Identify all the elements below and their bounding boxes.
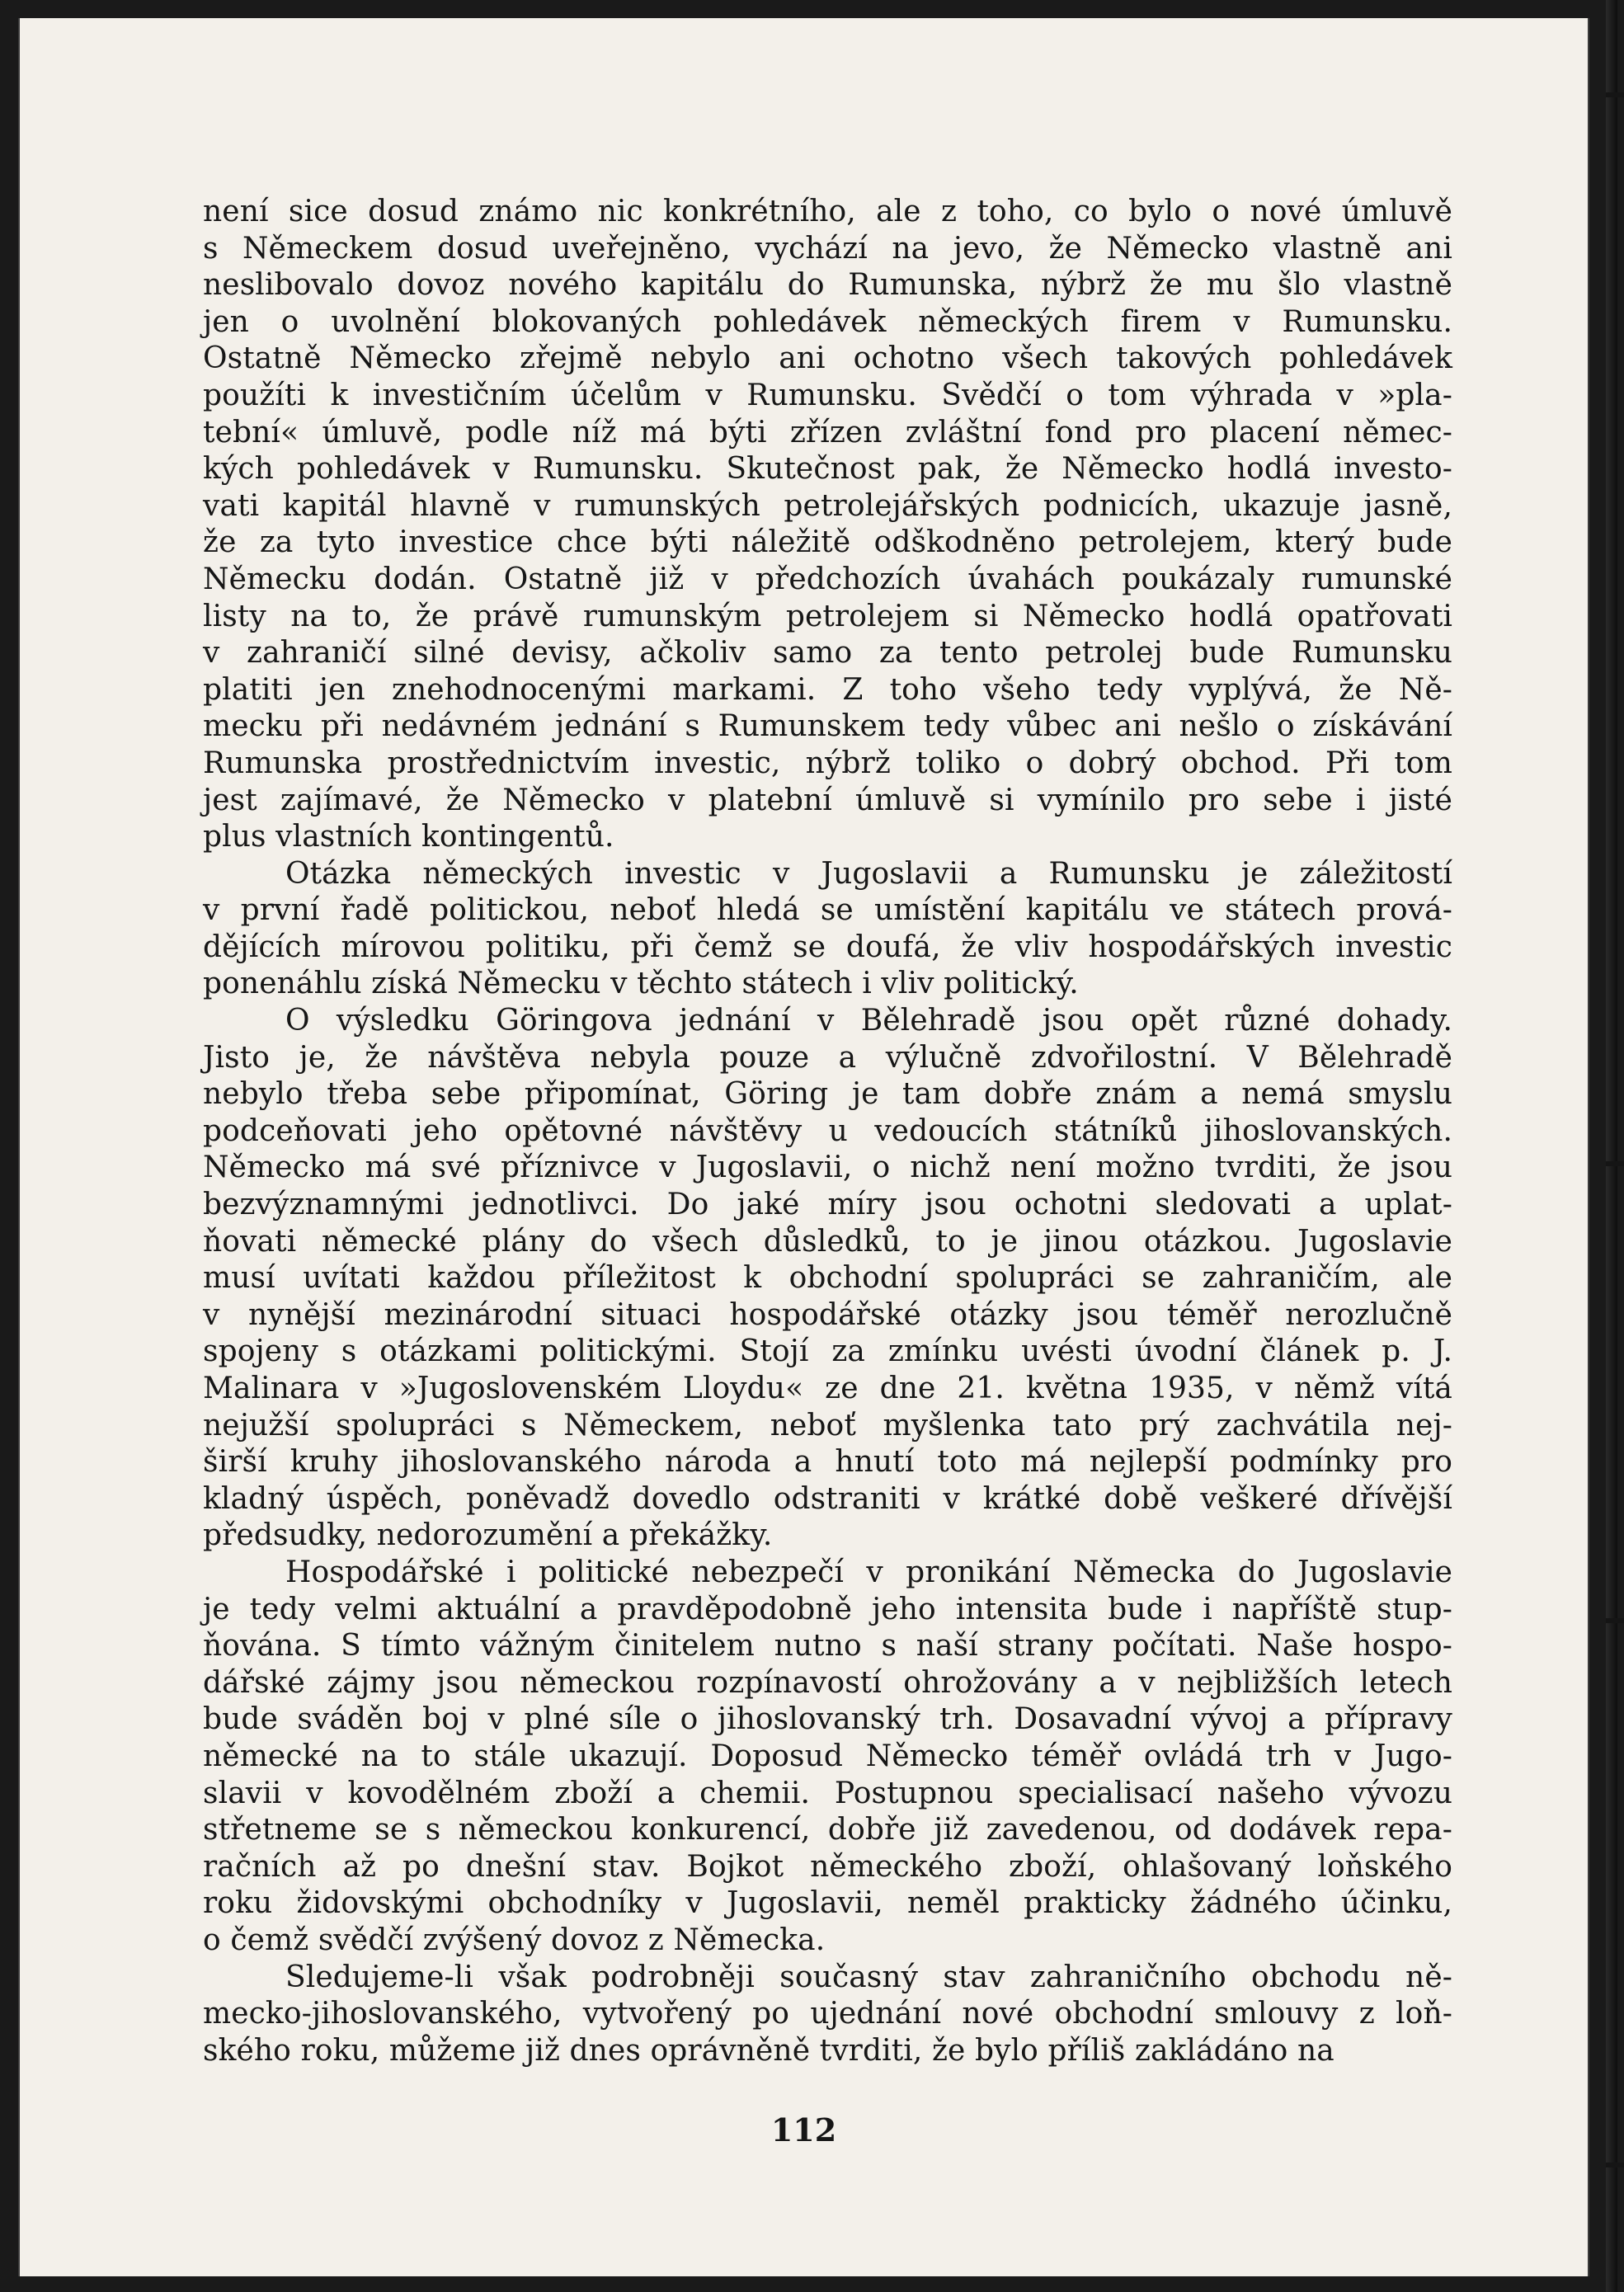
text-line: vati kapitál hlavně v rumunských petrolejářských podnicích, ukazuje jasně, (203, 488, 1452, 523)
text-line: s Německem dosud uveřejněno, vychází na jevo, že Německo vlastně ani (203, 231, 1452, 266)
text-line: kých pohledávek v Rumunsku. Skutečnost pak, že Německo hodlá investo- (203, 452, 1452, 487)
paragraph (203, 856, 1452, 1003)
text-line: jen o uvolnění blokovaných pohledávek německých firem v Rumunsku. (203, 304, 1452, 339)
text-line: Německo má své příznivce v Jugoslavii, o nichž není možno tvrditi, že jsou (203, 1151, 1452, 1185)
margin-mark (1606, 2163, 1624, 2167)
text-line: listy na to, že právě rumunským petrolejem si Německo hodlá opatřovati (203, 599, 1452, 633)
text-line: ňována. S tímto vážným činitelem nutno s naší strany počítati. Naše hospo- (203, 1629, 1452, 1664)
text-line: dějících mírovou politiku, při čemž se doufá, že vliv hospodářských investic (203, 930, 1452, 964)
text-line: musí uvítati každou příležitost k obchodní spolupráci se zahraničím, ale (203, 1261, 1452, 1296)
text-line: ňovati německé plány do všech důsledků, to je jinou otázkou. Jugoslavie (203, 1224, 1452, 1259)
text-line: Ostatně Německo zřejmě nebylo ani ochotno všech takových pohledávek (203, 341, 1452, 376)
page-number: 112 (770, 2111, 837, 2148)
margin-mark (1606, 92, 1624, 97)
text-line: ponenáhlu získá Německu v těchto státech i vliv politický. (203, 967, 1079, 1001)
text-line: slavii v kovodělném zboží a chemii. Postupnou specialisací našeho vývozu (203, 1776, 1452, 1810)
text-line: račních až po dnešní stav. Bojkot německého zboží, ohlašovaný loňského (203, 1849, 1452, 1884)
text-line: střetneme se s německou konkurencí, dobře již zavedenou, od dodávek repa- (203, 1813, 1452, 1847)
paragraph (203, 1555, 1452, 1960)
text-line: jest zajímavé, že Německo v platební úmluvě si vymínilo pro sebe i jisté (203, 783, 1452, 817)
text-line: mecko-jihoslovanského, vytvořený po ujednání nové obchodní smlouvy z loň- (203, 1997, 1452, 2031)
text-line: mecku při nedávném jednání s Rumunskem tedy vůbec ani nešlo o získávání (203, 709, 1452, 744)
text-line: podceňovati jeho opětovné návštěvy u vedoucích státníků jihoslovanských. (203, 1113, 1452, 1148)
text-line: nebylo třeba sebe připomínat, Göring je tam dobře znám a nemá smyslu (203, 1077, 1452, 1112)
paragraph (203, 1960, 1452, 2070)
text-line: platiti jen znehodnocenými markami. Z toho všeho tedy vyplývá, že Ně- (203, 672, 1452, 707)
paragraph (203, 194, 1452, 856)
text-line: o čemž svědčí zvýšený dovoz z Německa. (203, 1923, 826, 1957)
text-line: v první řadě politickou, neboť hledá se umístění kapitálu ve státech prová- (203, 893, 1452, 928)
text-line: spojeny s otázkami politickými. Stojí za zmínku uvésti úvodní článek p. J. (203, 1334, 1452, 1369)
text-line: kladný úspěch, poněvadž dovedlo odstraniti v krátké době veškeré dřívější (203, 1481, 1452, 1516)
text-line: Jisto je, že návštěva nebyla pouze a výlučně zdvořilostní. V Bělehradě (203, 1040, 1452, 1075)
text-line: je tedy velmi aktuální a pravděpodobně jeho intensita bude i napříště stup- (203, 1592, 1452, 1626)
text-line: že za tyto investice chce býti náležitě odškodněno petrolejem, který bude (203, 525, 1452, 560)
text-line: Malinara v »Jugoslovenském Lloydu« ze dne 21. května 1935, v němž vítá (203, 1372, 1452, 1405)
text-line: roku židovskými obchodníky v Jugoslavii, neměl prakticky žádného účinku, (203, 1886, 1452, 1921)
paragraph (203, 1003, 1452, 1555)
text-line: Sledujeme-li však podrobněji současný stav zahraničního obchodu ně- (285, 1960, 1452, 1994)
text-line: ského roku, můžeme již dnes oprávněně tvrditi, že bylo příliš zakládáno na (203, 2033, 1335, 2068)
text-line: nejužší spolupráci s Německem, neboť myšlenka tato prý zachvátila nej- (203, 1408, 1452, 1443)
text-line: Hospodářské i politické nebezpečí v pronikání Německa do Jugoslavie (285, 1555, 1452, 1589)
document-page (18, 18, 1589, 2276)
text-line: neslibovalo dovoz nového kapitálu do Rumunska, nýbrž že mu šlo vlastně (203, 268, 1452, 303)
text-line: širší kruhy jihoslovanského národa a hnutí toto má nejlepší podmínky pro (203, 1445, 1452, 1480)
text-line: bude sváděn boj v plné síle o jihoslovanský trh. Dosavadní vývoj a přípravy (203, 1702, 1452, 1737)
text-line: v nynější mezinárodní situaci hospodářské otázky jsou téměř nerozlučně (203, 1297, 1452, 1332)
body-text (203, 194, 1452, 2069)
text-line: není sice dosud známo nic konkrétního, ale z toho, co bylo o nové úmluvě (203, 195, 1452, 228)
text-line: Rumunska prostřednictvím investic, nýbrž toliko o dobrý obchod. Při tom (203, 746, 1452, 780)
text-line: dářské zájmy jsou německou rozpínavostí ohrožovány a v nejbližších letech (203, 1665, 1452, 1700)
text-line: tební« úmluvě, podle níž má býti zřízen zvláštní fond pro placení němec- (203, 415, 1452, 449)
text-line: plus vlastních kontingentů. (203, 820, 614, 854)
margin-mark (1606, 1618, 1624, 1623)
text-line: předsudky, nedorozumění a překážky. (203, 1518, 773, 1553)
text-line: O výsledku Göringova jednání v Bělehradě jsou opět různé dohady. (285, 1004, 1452, 1038)
text-line: bezvýznamnými jednotlivci. Do jaké míry jsou ochotni sledovati a uplat- (203, 1188, 1452, 1222)
text-line: německé na to stále ukazují. Doposud Německo téměř ovládá trh v Jugo- (203, 1739, 1452, 1773)
text-line: Otázka německých investic v Jugoslavii a Rumunsku je záležitostí (285, 856, 1452, 891)
margin-mark (1606, 1161, 1624, 1166)
binding-edge (1606, 0, 1617, 2292)
text-line: Německu dodán. Ostatně již v předchozích úvahách poukázaly rumunské (203, 562, 1452, 596)
text-line: v zahraničí silné devisy, ačkoliv samo za tento petrolej bude Rumunsku (203, 636, 1452, 671)
text-line: použíti k investičním účelům v Rumunsku. Svědčí o tom výhrada v »pla- (203, 378, 1452, 412)
